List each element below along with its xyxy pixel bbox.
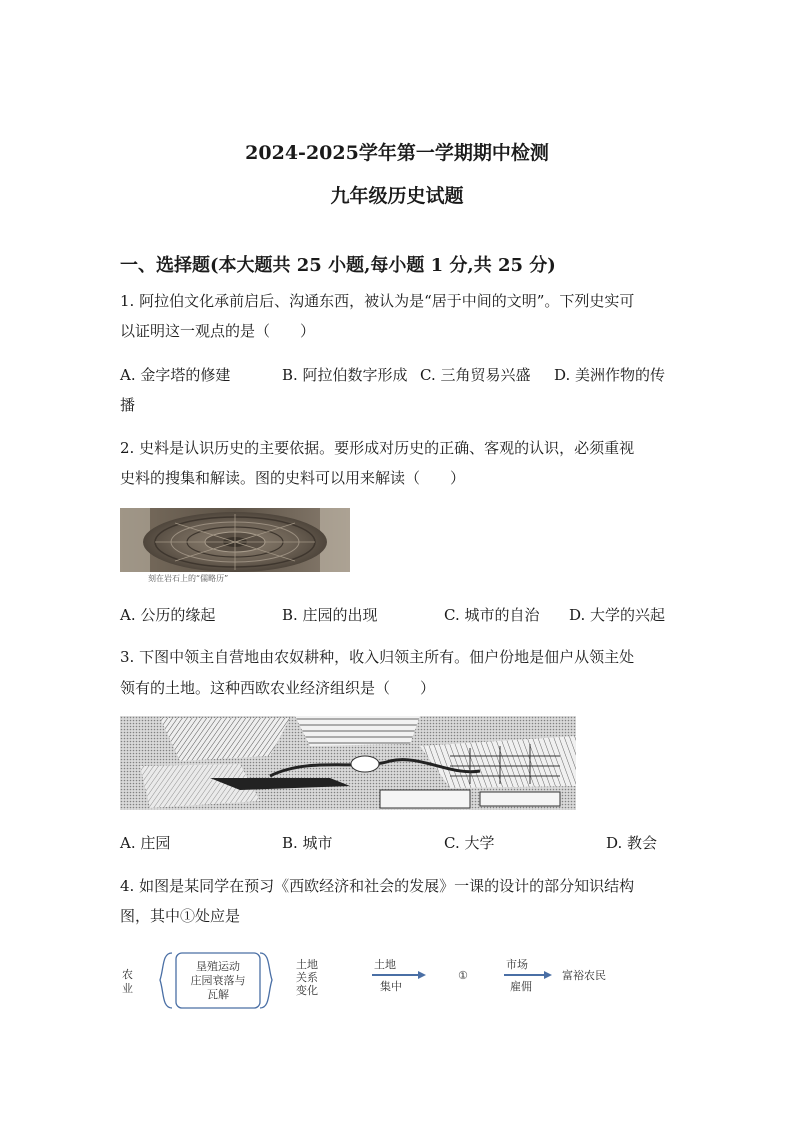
q3-line-1: 3. 下图中领主自营地由农奴耕种，收入归领主所有。佃户份地是佃户从领主处 — [120, 648, 635, 666]
q3-line-2: 领有的土地。这种西欧农业经济组织是（ ） — [120, 679, 436, 697]
diagram-left-label-2: 业 — [122, 982, 133, 995]
q2-option-a: A. 公历的缘起 — [120, 606, 216, 624]
relation-line-2: 关系 — [296, 971, 318, 984]
q4-line-2: 图，其中①处应是 — [120, 907, 241, 925]
arrow2-bottom-label: 雇佣 — [510, 980, 532, 993]
q1-option-d-wrap: 播 — [120, 396, 136, 414]
arrow1-bottom-label: 集中 — [380, 980, 402, 993]
box-line-3: 瓦解 — [207, 988, 229, 1001]
q2-option-d: D. 大学的兴起 — [569, 606, 666, 624]
right-brace — [260, 953, 272, 1008]
knowledge-structure-diagram — [118, 948, 638, 1018]
q3-option-c: C. 大学 — [444, 834, 495, 852]
result-label: 富裕农民 — [562, 969, 606, 982]
exam-title: 2024-2025学年第一学期期中检测 — [245, 142, 549, 164]
section-heading: 一、选择题(本大题共 25 小题,每小题 1 分,共 25 分) — [120, 255, 556, 276]
q2-option-b: B. 庄园的出现 — [282, 606, 378, 624]
blank-marker: ① — [458, 969, 468, 982]
q1-line-1: 1. 阿拉伯文化承前启后、沟通东西，被认为是“居于中间的文明”。下列史实可 — [120, 292, 635, 310]
q3-option-b: B. 城市 — [282, 834, 333, 852]
q2-option-c: C. 城市的自治 — [444, 606, 540, 624]
box-line-2: 庄园衰落与 — [190, 974, 246, 987]
relation-line-3: 变化 — [296, 984, 318, 997]
arrow1-top-label: 土地 — [374, 958, 396, 971]
q2-line-1: 2. 史料是认识历史的主要依据。要形成对历史的正确、客观的认识，必须重视 — [120, 439, 635, 457]
q1-option-d: D. 美洲作物的传 — [554, 366, 666, 384]
diagram-left-label-1: 农 — [122, 968, 133, 981]
calendar-stone-caption: 刻在岩石上的“儒略历” — [148, 574, 229, 583]
q1-option-b: B. 阿拉伯数字形成 — [282, 366, 408, 384]
manor-map-image — [120, 716, 576, 810]
arrow2-top-label: 市场 — [506, 958, 528, 971]
calendar-stone-image — [120, 508, 350, 583]
q1-line-2: 以证明这一观点的是（ ） — [120, 322, 316, 340]
q4-line-1: 4. 如图是某同学在预习《西欧经济和社会的发展》一课的设计的部分知识结构 — [120, 877, 635, 895]
box-line-1: 垦殖运动 — [196, 960, 240, 973]
left-brace — [160, 953, 172, 1008]
q1-option-c: C. 三角贸易兴盛 — [420, 366, 531, 384]
q3-option-d: D. 教会 — [606, 834, 658, 852]
q3-option-a: A. 庄园 — [120, 834, 171, 852]
q2-line-2: 史料的搜集和解读。图的史料可以用来解读（ ） — [120, 469, 466, 487]
relation-line-1: 土地 — [296, 958, 318, 971]
q1-option-a: A. 金字塔的修建 — [120, 366, 231, 384]
exam-subtitle: 九年级历史试题 — [330, 185, 464, 207]
